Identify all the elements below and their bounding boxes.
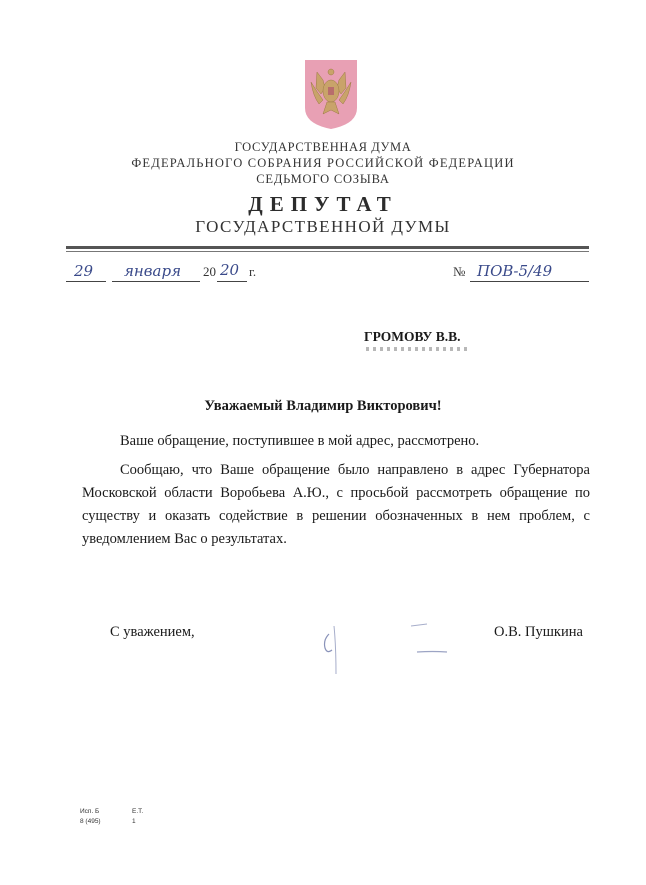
- letterhead-title: ДЕПУТАТ: [248, 192, 398, 216]
- letterhead-divider-thick: [66, 246, 589, 249]
- executor-phone-prefix: 8 (495): [80, 818, 101, 825]
- letterhead-subtitle: ГОСУДАРСТВЕННОЙ ДУМЫ: [195, 217, 451, 236]
- executor-initials: Е.Т.: [132, 808, 144, 815]
- org-line-2: ФЕДЕРАЛЬНОГО СОБРАНИЯ РОССИЙСКОЙ ФЕДЕРАЦИИ: [131, 156, 515, 170]
- coat-of-arms-emblem: [303, 58, 359, 130]
- date-month-underline: [112, 281, 200, 282]
- date-year-abbrev: г.: [249, 264, 257, 279]
- salutation: Уважаемый Владимир Викторович!: [204, 398, 442, 414]
- date-day: 29: [74, 262, 94, 280]
- document-number: ПОВ-5/49: [477, 262, 553, 280]
- letterhead-divider-thin: [66, 251, 589, 252]
- closing: С уважением,: [110, 624, 195, 640]
- date-day-underline: [66, 281, 106, 282]
- body-paragraph-1: Ваше обращение, поступившее в мой адрес, рассмотрено.: [120, 433, 480, 449]
- document-number-underline: [470, 281, 589, 282]
- body-paragraph-2: Сообщаю, что Ваше обращение было направлено в адрес Губернатора Московской области Воробьева А.Ю., с просьбой рассмотреть обращение по существу и оказать содействие в решении обозначенных в нем проблем, с уведомлением Вас о результатах.: [82, 462, 590, 547]
- org-line-3: СЕДЬМОГО СОЗЫВА: [256, 172, 390, 186]
- executor-label: Исп. Б: [80, 808, 100, 815]
- document-number-label: №: [453, 264, 466, 279]
- addressee-address-redacted: [366, 347, 470, 351]
- date-year-suffix: 20: [220, 261, 240, 279]
- org-line-1: ГОСУДАРСТВЕННАЯ ДУМА: [234, 140, 412, 154]
- addressee-name: ГРОМОВУ В.В.: [364, 329, 461, 344]
- signer-name: О.В. Пушкина: [494, 624, 583, 640]
- date-year-prefix: 20: [203, 264, 216, 279]
- date-year-underline: [217, 281, 247, 282]
- executor-phone-rest: 1: [132, 818, 136, 825]
- handwritten-signature: [315, 616, 455, 686]
- date-month: января: [124, 262, 182, 280]
